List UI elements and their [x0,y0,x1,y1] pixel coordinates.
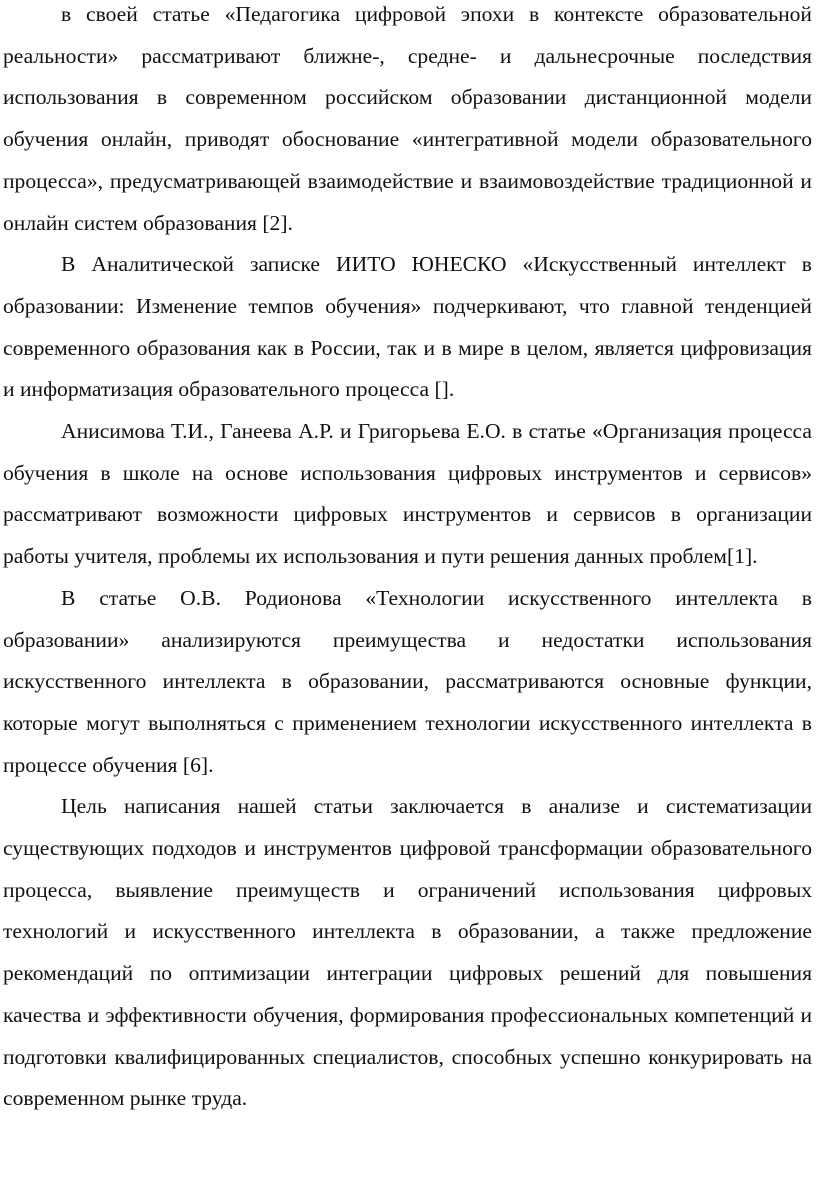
paragraph-article-goal: Цель написания нашей статьи заключается в анализе и систематизации существующих подходов и инструментов цифровой трансформации образовательного процесса, выявление преимуществ и ограничений использования цифровых технологий и искусственного интеллекта в образовании, а также предложение рекомендаций по оптимизации интеграции цифровых решений для повышения качества и эффективности обучения, формирования профессиональных компетенций и подготовки квалифицированных специалистов, способных успешно конкурировать на современном рынке труда. [3,794,812,1111]
paragraph-unesco-note: В Аналитической записке ИИТО ЮНЕСКО «Искусственный интеллект в образовании: Изменение темпов обучения» подчеркивают, что главной тенденцией современного образования как в России, так и в мире в целом, является цифровизация и информатизация образовательного процесса []. [3,252,812,402]
paragraph-rodionov-article: В статье О.В. Родионова «Технологии искусственного интеллекта в образовании» анализируются преимущества и недостатки использования искусственного интеллекта в образовании, рассматриваются основные функции, которые могут выполняться с применением технологии искусственного интеллекта в процессе обучения [6]. [3,585,812,777]
paragraph-pedagogy-digital-era: в своей статье «Педагогика цифровой эпохи в контексте образовательной реальности» рассматривают ближне-, средне- и дальнесрочные последствия использования в современном российском образовании дистанционной модели обучения онлайн, приводят обоснование «интегративной модели образовательного процесса», предусматривающей взаимодействие и взаимовоздействие традиционной и онлайн систем образования [2]. [3,2,812,235]
paragraph-anisimova-article: Анисимова Т.И., Ганеева А.Р. и Григорьева Е.О. в статье «Организация процесса обучения в школе на основе использования цифровых инструментов и сервисов» рассматривают возможности цифровых инструментов и сервисов в организации работы учителя, проблемы их использования и пути решения данных проблем[1]. [3,419,812,569]
